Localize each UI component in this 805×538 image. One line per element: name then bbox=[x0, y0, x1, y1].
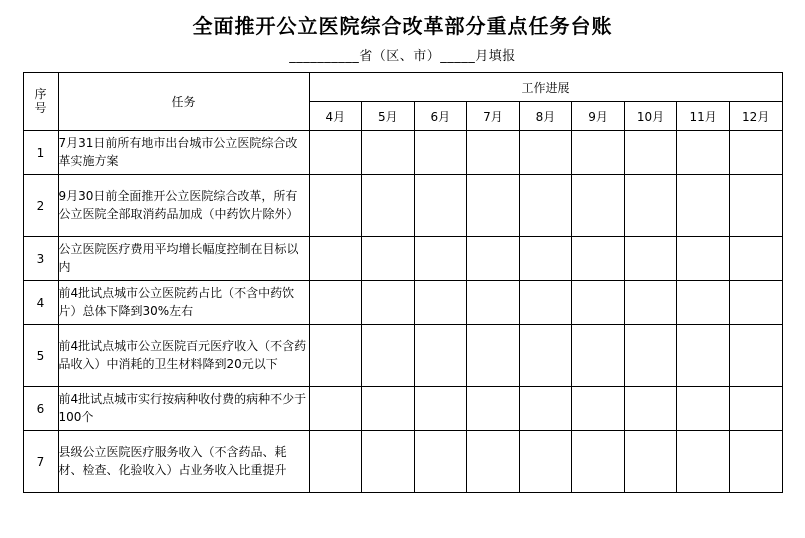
row-task-cell: 7月31日前所有地市出台城市公立医院综合改革实施方案 bbox=[58, 131, 309, 175]
column-header-month-jun: 6月 bbox=[414, 102, 467, 131]
header-row-top bbox=[23, 73, 782, 102]
row-seq-cell: 1 bbox=[23, 131, 58, 175]
row-task-cell: 前4批试点城市实行按病种收付费的病种不少于100个 bbox=[58, 387, 309, 431]
row-progress-cell[interactable] bbox=[572, 387, 625, 431]
row-progress-cell[interactable] bbox=[309, 175, 362, 237]
row-progress-cell[interactable] bbox=[362, 325, 415, 387]
row-progress-cell[interactable] bbox=[677, 175, 730, 237]
row-progress-cell[interactable] bbox=[519, 325, 572, 387]
table-row bbox=[23, 175, 782, 237]
row-progress-cell[interactable] bbox=[414, 431, 467, 493]
table-head bbox=[23, 73, 782, 131]
row-progress-cell[interactable] bbox=[467, 431, 520, 493]
row-task-cell: 9月30日前全面推开公立医院综合改革，所有公立医院全部取消药品加成（中药饮片除外） bbox=[58, 175, 309, 237]
row-progress-cell[interactable] bbox=[729, 175, 782, 237]
row-progress-cell[interactable] bbox=[519, 237, 572, 281]
row-progress-cell[interactable] bbox=[729, 131, 782, 175]
row-progress-cell[interactable] bbox=[519, 175, 572, 237]
table-body bbox=[23, 131, 782, 493]
row-progress-cell[interactable] bbox=[624, 237, 677, 281]
column-header-month-aug: 8月 bbox=[519, 102, 572, 131]
row-progress-cell[interactable] bbox=[519, 387, 572, 431]
row-task-cell: 县级公立医院医疗服务收入（不含药品、耗材、检查、化验收入）占业务收入比重提升 bbox=[58, 431, 309, 493]
row-progress-cell[interactable] bbox=[519, 281, 572, 325]
row-progress-cell[interactable] bbox=[519, 431, 572, 493]
row-progress-cell[interactable] bbox=[677, 131, 730, 175]
column-header-month-nov: 11月 bbox=[677, 102, 730, 131]
row-progress-cell[interactable] bbox=[572, 175, 625, 237]
row-progress-cell[interactable] bbox=[729, 431, 782, 493]
table-row bbox=[23, 281, 782, 325]
column-header-task: 任务 bbox=[58, 73, 309, 131]
row-progress-cell[interactable] bbox=[309, 131, 362, 175]
column-header-seq bbox=[23, 73, 58, 131]
row-progress-cell[interactable] bbox=[467, 281, 520, 325]
row-seq-cell: 5 bbox=[23, 325, 58, 387]
row-progress-cell[interactable] bbox=[677, 237, 730, 281]
row-progress-cell[interactable] bbox=[572, 281, 625, 325]
row-progress-cell[interactable] bbox=[467, 131, 520, 175]
row-task-cell: 前4批试点城市公立医院药占比（不含中药饮片）总体下降到30%左右 bbox=[58, 281, 309, 325]
row-seq-cell: 6 bbox=[23, 387, 58, 431]
row-progress-cell[interactable] bbox=[572, 237, 625, 281]
row-progress-cell[interactable] bbox=[624, 175, 677, 237]
row-progress-cell[interactable] bbox=[414, 387, 467, 431]
row-progress-cell[interactable] bbox=[414, 131, 467, 175]
row-progress-cell[interactable] bbox=[677, 387, 730, 431]
row-progress-cell[interactable] bbox=[414, 281, 467, 325]
row-seq-cell: 4 bbox=[23, 281, 58, 325]
row-progress-cell[interactable] bbox=[467, 175, 520, 237]
row-progress-cell[interactable] bbox=[729, 237, 782, 281]
row-progress-cell[interactable] bbox=[677, 281, 730, 325]
column-header-progress: 工作进展 bbox=[309, 73, 782, 102]
row-progress-cell[interactable] bbox=[729, 387, 782, 431]
table-row bbox=[23, 325, 782, 387]
row-progress-cell[interactable] bbox=[362, 281, 415, 325]
column-header-month-sep: 9月 bbox=[572, 102, 625, 131]
row-progress-cell[interactable] bbox=[624, 325, 677, 387]
row-seq-cell: 3 bbox=[23, 237, 58, 281]
row-progress-cell[interactable] bbox=[677, 325, 730, 387]
row-progress-cell[interactable] bbox=[519, 131, 572, 175]
table-row bbox=[23, 237, 782, 281]
row-progress-cell[interactable] bbox=[467, 325, 520, 387]
row-seq-cell: 2 bbox=[23, 175, 58, 237]
row-progress-cell[interactable] bbox=[414, 175, 467, 237]
row-progress-cell[interactable] bbox=[414, 325, 467, 387]
row-progress-cell[interactable] bbox=[624, 131, 677, 175]
column-header-month-may: 5月 bbox=[362, 102, 415, 131]
row-progress-cell[interactable] bbox=[309, 237, 362, 281]
row-progress-cell[interactable] bbox=[362, 237, 415, 281]
row-progress-cell[interactable] bbox=[362, 175, 415, 237]
row-progress-cell[interactable] bbox=[309, 387, 362, 431]
row-progress-cell[interactable] bbox=[572, 131, 625, 175]
report-subtitle: __________省（区、市）_____月填报 bbox=[289, 49, 516, 64]
row-task-cell: 前4批试点城市公立医院百元医疗收入（不含药品收入）中消耗的卫生材料降到20元以下 bbox=[58, 325, 309, 387]
column-header-seq-char1: 序 bbox=[34, 87, 47, 102]
column-header-month-oct: 10月 bbox=[624, 102, 677, 131]
column-header-seq-char2: 号 bbox=[34, 100, 47, 115]
row-progress-cell[interactable] bbox=[362, 431, 415, 493]
row-progress-cell[interactable] bbox=[729, 325, 782, 387]
row-progress-cell[interactable] bbox=[467, 387, 520, 431]
page-title: 全面推开公立医院综合改革部分重点任务台账 bbox=[192, 14, 613, 38]
row-progress-cell[interactable] bbox=[677, 431, 730, 493]
row-progress-cell[interactable] bbox=[624, 281, 677, 325]
row-progress-cell[interactable] bbox=[362, 131, 415, 175]
row-progress-cell[interactable] bbox=[572, 431, 625, 493]
column-header-month-dec: 12月 bbox=[729, 102, 782, 131]
table-row bbox=[23, 431, 782, 493]
row-task-cell: 公立医院医疗费用平均增长幅度控制在目标以内 bbox=[58, 237, 309, 281]
row-progress-cell[interactable] bbox=[309, 431, 362, 493]
row-progress-cell[interactable] bbox=[309, 325, 362, 387]
document-page bbox=[0, 10, 805, 538]
row-progress-cell[interactable] bbox=[624, 387, 677, 431]
row-progress-cell[interactable] bbox=[362, 387, 415, 431]
row-progress-cell[interactable] bbox=[572, 325, 625, 387]
row-seq-cell: 7 bbox=[23, 431, 58, 493]
table-row bbox=[23, 387, 782, 431]
task-ledger-table bbox=[23, 72, 783, 493]
row-progress-cell[interactable] bbox=[467, 237, 520, 281]
row-progress-cell[interactable] bbox=[624, 431, 677, 493]
row-progress-cell[interactable] bbox=[309, 281, 362, 325]
table-row bbox=[23, 131, 782, 175]
column-header-month-apr: 4月 bbox=[309, 102, 362, 131]
row-progress-cell[interactable] bbox=[414, 237, 467, 281]
row-progress-cell[interactable] bbox=[729, 281, 782, 325]
column-header-month-jul: 7月 bbox=[467, 102, 520, 131]
